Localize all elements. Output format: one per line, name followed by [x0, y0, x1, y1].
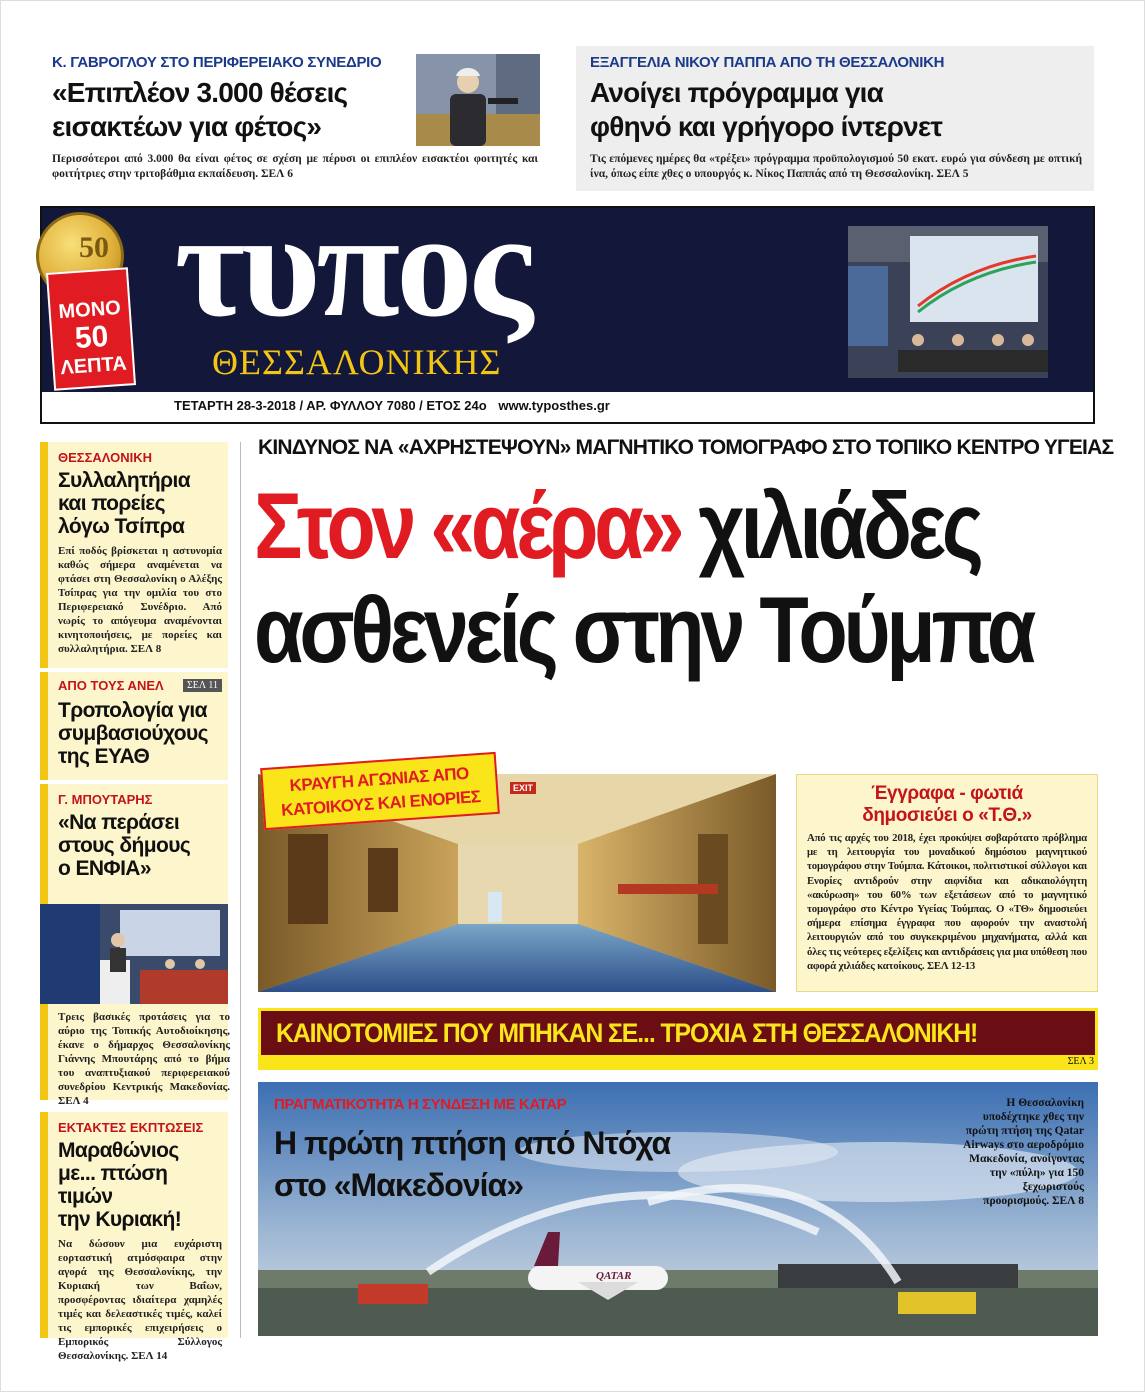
lead-sidebar[interactable]	[796, 774, 1098, 992]
dateline: ΤΕΤΑΡΤΗ 28-3-2018 / ΑΡ. ΦΥΛΛΟΥ 7080 / ΕΤΟΣ 24ο www.typosthes.gr	[174, 398, 610, 413]
gavroglou-photo	[416, 54, 540, 146]
plane-livery: QATAR	[596, 1270, 632, 1282]
teaser-headline: Ανοίγει πρόγραμμα για φθηνό και γρήγορο ίντερνετ	[590, 77, 943, 142]
masthead	[40, 182, 1095, 424]
sidebar	[40, 442, 230, 1362]
banner-text: ΚΑΙΝΟΤΟΜΙΕΣ ΠΟΥ ΜΠΗΚΑΝ ΣΕ... ΤΡΟΧΙΑ ΣΤΗ ΘΕΣΣΑΛΟΝΙΚΗ!	[276, 1018, 978, 1048]
masthead-subtitle: ΘΕΣΣΑΛΟΝΙΚΗΣ	[212, 342, 502, 382]
price-tag: ΜΟΝΟ 50 ΛΕΠΤΑ	[46, 267, 136, 390]
innovations-banner[interactable]	[258, 1008, 1098, 1070]
conference-hall-icon	[848, 226, 1048, 378]
bottom-kicker: ΠΡΑΓΜΑΤΙΚΟΤΗΤΑ Η ΣΥΝΔΕΣΗ ΜΕ ΚΑΤΑΡ	[274, 1096, 567, 1113]
headline-black-2: ασθενείς στην Τούμπα	[254, 577, 1033, 682]
airport-photo[interactable]	[258, 1082, 1098, 1336]
speaker-figure-icon	[416, 54, 540, 146]
teaser-body: Περισσότεροι από 3.000 θα είναι φέτος σε σχέση με πέρυσι οι επιπλέον εισακτέοι φοιτητές και φοιτήτριες στην τριτοβάθμια εκπαίδευση. ΣΕΛ 6	[52, 153, 538, 180]
boutaris-photo	[40, 904, 228, 1004]
bottom-headline: Η πρώτη πτήση από Ντόχα στο «Μακεδονία»	[274, 1125, 671, 1203]
sidebar-item-discounts[interactable]: ΕΚΤΑΚΤΕΣ ΕΚΠΤΩΣΕΙΣ Μαραθώνιος με... πτώση τιμών την Κυριακή! Να δώσουν μια ευχάριστη εορταστική ατμόσφαιρα στην αγορά της Θεσσαλονίκης, την Κυριακή των Βαΐων, προσφέροντας ιδιαίτερα χαμηλές τιμές και δελεαστικές τιμές, καλεί τις εμπορικές επιχειρήσεις ο Εμπορικός Σύλλογος Θεσσαλονίκης. ΣΕΛ 14	[40, 1112, 228, 1338]
lead-side-title: Έγγραφα - φωτιά δημοσιεύει ο «Τ.Θ.»	[862, 783, 1032, 826]
top-left-teaser[interactable]	[52, 50, 542, 185]
teaser-body: Τις επόμενες ημέρες θα «τρέξει» πρόγραμμα προϋπολογισμού 50 εκατ. ευρώ για σύνδεση με οπτική ίνα, όπως είπε χθες ο υπουργός κ. Νίκος Παππάς από τη Θεσσαλονίκη. ΣΕΛ 5	[590, 153, 1082, 180]
bottom-body: Η Θεσσαλονίκη υποδέχτηκε χθες την πρώτη πτήση της Qatar Airways στο αεροδρόμιο Μακεδονία, ανοίγοντας την «πύλη» για 150 ξεχωριστούς προορισμούς. ΣΕΛ 8	[963, 1097, 1084, 1207]
lead-headline[interactable]	[254, 474, 1100, 682]
teaser-kicker: ΕΞΑΓΓΕΛΙΑ ΝΙΚΟΥ ΠΑΠΠΑ ΑΠΟ ΤΗ ΘΕΣΣΑΛΟΝΙΚΗ	[590, 54, 945, 71]
lead-kicker: ΚΙΝΔΥΝΟΣ ΝΑ «ΑΧΡΗΣΤΕΨΟΥΝ» ΜΑΓΝΗΤΙΚΟ ΤΟΜΟΓΡΑΦΟ ΣΤΟ ΤΟΠΙΚΟ ΚΕΝΤΡΟ ΥΓΕΙΑΣ	[258, 436, 1114, 459]
page-tag: ΣΕΛ 11	[183, 679, 222, 692]
banner-page: ΣΕΛ 3	[1067, 1056, 1094, 1067]
website-link[interactable]: www.typosthes.gr	[498, 398, 610, 413]
coin-icon: 50	[36, 212, 124, 300]
headline-red: Στον «αέρα»	[254, 473, 681, 578]
sidebar-item-boutaris[interactable]: Γ. ΜΠΟΥΤΑΡΗΣ «Να περάσει στους δήμους ο ΕΝΦΙΑ» Τρεις βασικές προτάσεις για το αύριο της Τοπικής Αυτοδιοίκησης, έκανε ο δήμαρχος Θεσσαλονίκης Γιάννης Μπουτάρης από το βήμα του αναπτυξιακού περιφερειακού συνεδρίου Κεντρικής Μακεδονίας. ΣΕΛ 4	[40, 784, 228, 1100]
exit-sign: EXIT	[512, 783, 533, 793]
top-right-teaser[interactable]	[576, 46, 1094, 191]
masthead-title: τυπος	[174, 182, 529, 348]
conference-photo	[848, 226, 1048, 378]
sidebar-item-evath[interactable]: ΑΠΟ ΤΟΥΣ ΑΝΕΛ ΣΕΛ 11 Τροπολογία για συμβασιούχους της ΕΥΑΘ	[40, 672, 228, 780]
lead-side-body: Από τις αρχές του 2018, έχει προκύψει σοβαρότατο πρόβλημα με τη λειτουργία του μοναδικού δημόσιου μαγνητικού τομογράφου στην Τούμπα. Κάτοικοι, πολιτιστικοί σύλλογοι και Ενορίες αντιδρούν στην αιφνίδια και αδικαιολόγητη «ακύρωση» του 60% των εξετάσεων από το μαγνητικό τομογράφο στο Κέντρο Υγείας Τούμπας. Ο «ΤΘ» δημοσιεύει σήμερα επίσημα έγγραφα που αφορούν την αναστολή λειτουργιών από του συγκεκριμένου μηχανήματα, αλλά και όλες τις νεότερες εξελίξεις και αντιδράσεις για μια υπόθεση που αφορά χιλιάδες κατοίκους. ΣΕΛ 12-13	[807, 832, 1087, 972]
photo-callout: ΚΡΑΥΓΗ ΑΓΩΝΙΑΣ ΑΠΟ ΚΑΤΟΙΚΟΥΣ ΚΑΙ ΕΝΟΡΙΕΣ	[260, 752, 500, 830]
podium-speaker-icon	[40, 904, 228, 1004]
teaser-kicker: Κ. ΓΑΒΡΟΓΛΟΥ ΣΤΟ ΠΕΡΙΦΕΡΕΙΑΚΟ ΣΥΝΕΔΡΙΟ	[52, 54, 382, 71]
sidebar-item-rallies[interactable]: ΘΕΣΣΑΛΟΝΙΚΗ Συλλαλητήρια και πορείες λόγω Τσίπρα Επί ποδός βρίσκεται η αστυνομία καθώς σήμερα αναμένεται να φτάσει στη Θεσσαλονίκη ο Αλέξης Τσίπρας για την ομιλία του στο Περιφερειακό Συνέδριο. Από νωρίς το απόγευμα αναμένονται κινητοποιήσεις, με πορείες και συλλαλητήρια. ΣΕΛ 8	[40, 442, 228, 668]
teaser-headline: «Επιπλέον 3.000 θέσεις εισακτέων για φέτος»	[52, 77, 348, 142]
column-divider	[240, 442, 241, 1338]
headline-black-1: χιλιάδες	[698, 473, 980, 578]
